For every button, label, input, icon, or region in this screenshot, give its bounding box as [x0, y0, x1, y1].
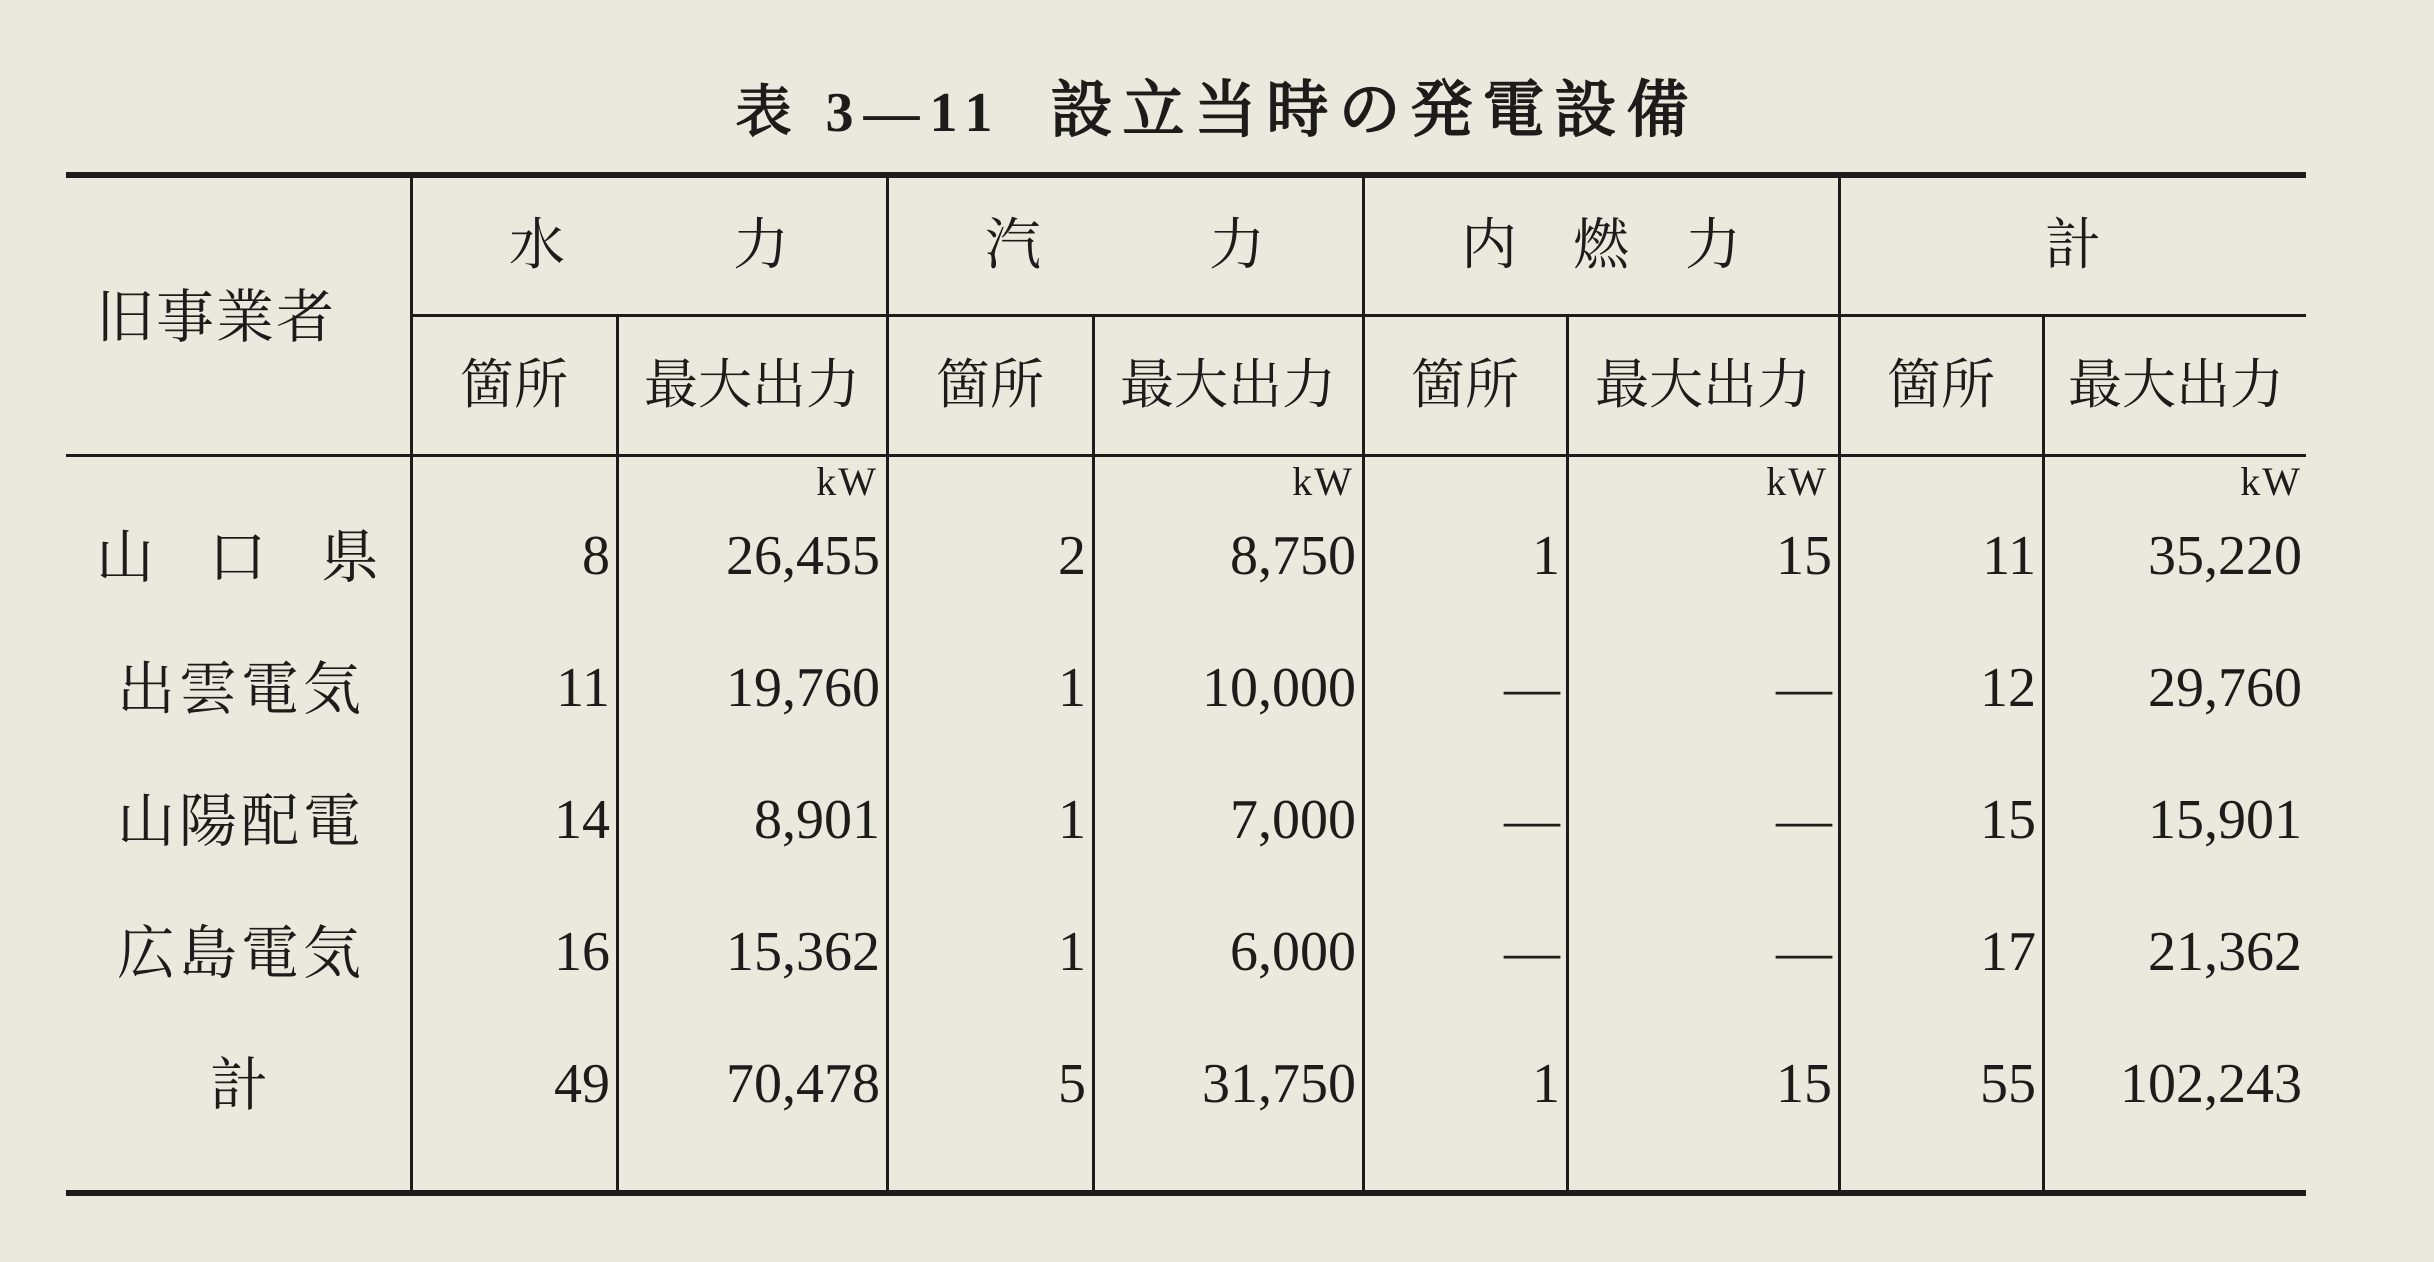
- table-cell: 11: [1982, 525, 2036, 587]
- table-cell: —: [1776, 657, 1832, 719]
- table-cell: 15: [1776, 1053, 1832, 1115]
- table-cell: 29,760: [2148, 657, 2302, 719]
- header-row-label: 旧事業者: [96, 283, 337, 351]
- table-cell: 8,901: [754, 789, 880, 851]
- table-caption: 設立当時の発電設備: [1050, 73, 1699, 146]
- table-cell: 70,478: [726, 1053, 880, 1115]
- table-cell: 6,000: [1230, 921, 1356, 983]
- bottom-rule: [66, 1190, 2306, 1196]
- header-group-steam: 汽 力: [985, 213, 1265, 278]
- table-cell: —: [1504, 789, 1560, 851]
- col-divider-ic-total: [1838, 176, 1841, 1190]
- table-title: [0, 60, 2434, 149]
- header-sub-ic-count: 箇所: [1411, 353, 1519, 416]
- table-cell: 31,750: [1202, 1053, 1356, 1115]
- table-cell: 12: [1980, 657, 2036, 719]
- header-sub-hydro-count: 箇所: [460, 353, 568, 416]
- table-cell: 26,455: [726, 525, 880, 587]
- table-cell: 35,220: [2148, 525, 2302, 587]
- header-sub-total-count: 箇所: [1887, 353, 1995, 416]
- table-cell: —: [1504, 921, 1560, 983]
- header-group-hydro: 水 力: [509, 213, 789, 278]
- col-divider-steam-ic: [1362, 176, 1365, 1190]
- table-cell: 10,000: [1202, 657, 1356, 719]
- table-cell: 1: [1532, 1053, 1560, 1115]
- header-sub-steam-output: 最大出力: [1120, 353, 1336, 416]
- table-cell: 15,901: [2148, 789, 2302, 851]
- table-number: 表 3—11: [735, 82, 1003, 144]
- group-rule: [412, 314, 2306, 317]
- table-cell: —: [1776, 789, 1832, 851]
- table-cell: 11: [556, 657, 610, 719]
- col-divider-total-sub: [2042, 316, 2045, 1190]
- table-cell: 2: [1058, 525, 1086, 587]
- table-cell: 8,750: [1230, 525, 1356, 587]
- table-cell: 7,000: [1230, 789, 1356, 851]
- table-cell: 15,362: [726, 921, 880, 983]
- table-cell: 55: [1980, 1053, 2036, 1115]
- row-label: 山陽配電: [116, 787, 365, 855]
- table-cell: 21,362: [2148, 921, 2302, 983]
- header-rule: [66, 454, 2306, 457]
- row-label: 出雲電気: [116, 655, 365, 723]
- unit-ic: kW: [1766, 459, 1828, 504]
- col-divider-hydro-steam: [886, 176, 889, 1190]
- table-cell: 8: [582, 525, 610, 587]
- table-cell: 1: [1058, 789, 1086, 851]
- top-rule: [66, 172, 2306, 178]
- col-divider-ic-sub: [1566, 316, 1569, 1190]
- table-cell: —: [1504, 657, 1560, 719]
- col-divider-steam-sub: [1092, 316, 1095, 1190]
- table-cell: 19,760: [726, 657, 880, 719]
- table-cell: 1: [1058, 657, 1086, 719]
- table-cell: 15: [1980, 789, 2036, 851]
- unit-total: kW: [2240, 459, 2302, 504]
- table-cell: 49: [554, 1053, 610, 1115]
- table-cell: 14: [554, 789, 610, 851]
- col-divider-hydro-sub: [616, 316, 619, 1190]
- table-cell: 15: [1776, 525, 1832, 587]
- table-cell: 16: [554, 921, 610, 983]
- table-cell: 1: [1532, 525, 1560, 587]
- header-sub-hydro-output: 最大出力: [644, 353, 860, 416]
- unit-hydro: kW: [816, 459, 878, 504]
- table-cell: —: [1776, 921, 1832, 983]
- row-label: 広島電気: [116, 919, 365, 987]
- col-divider-label: [410, 176, 413, 1190]
- table-cell: 5: [1058, 1053, 1086, 1115]
- header-sub-ic-output: 最大出力: [1595, 353, 1811, 416]
- row-label-total: 計: [209, 1051, 272, 1119]
- unit-steam: kW: [1292, 459, 1354, 504]
- table-cell: 102,243: [2120, 1053, 2302, 1115]
- table-cell: 1: [1058, 921, 1086, 983]
- header-sub-steam-count: 箇所: [936, 353, 1044, 416]
- row-label: 山 口 県: [96, 523, 397, 591]
- header-group-internal-combustion: 内 燃 力: [1461, 213, 1741, 278]
- header-sub-total-output: 最大出力: [2068, 353, 2284, 416]
- header-group-total: 計: [2045, 213, 2101, 278]
- table-cell: 17: [1980, 921, 2036, 983]
